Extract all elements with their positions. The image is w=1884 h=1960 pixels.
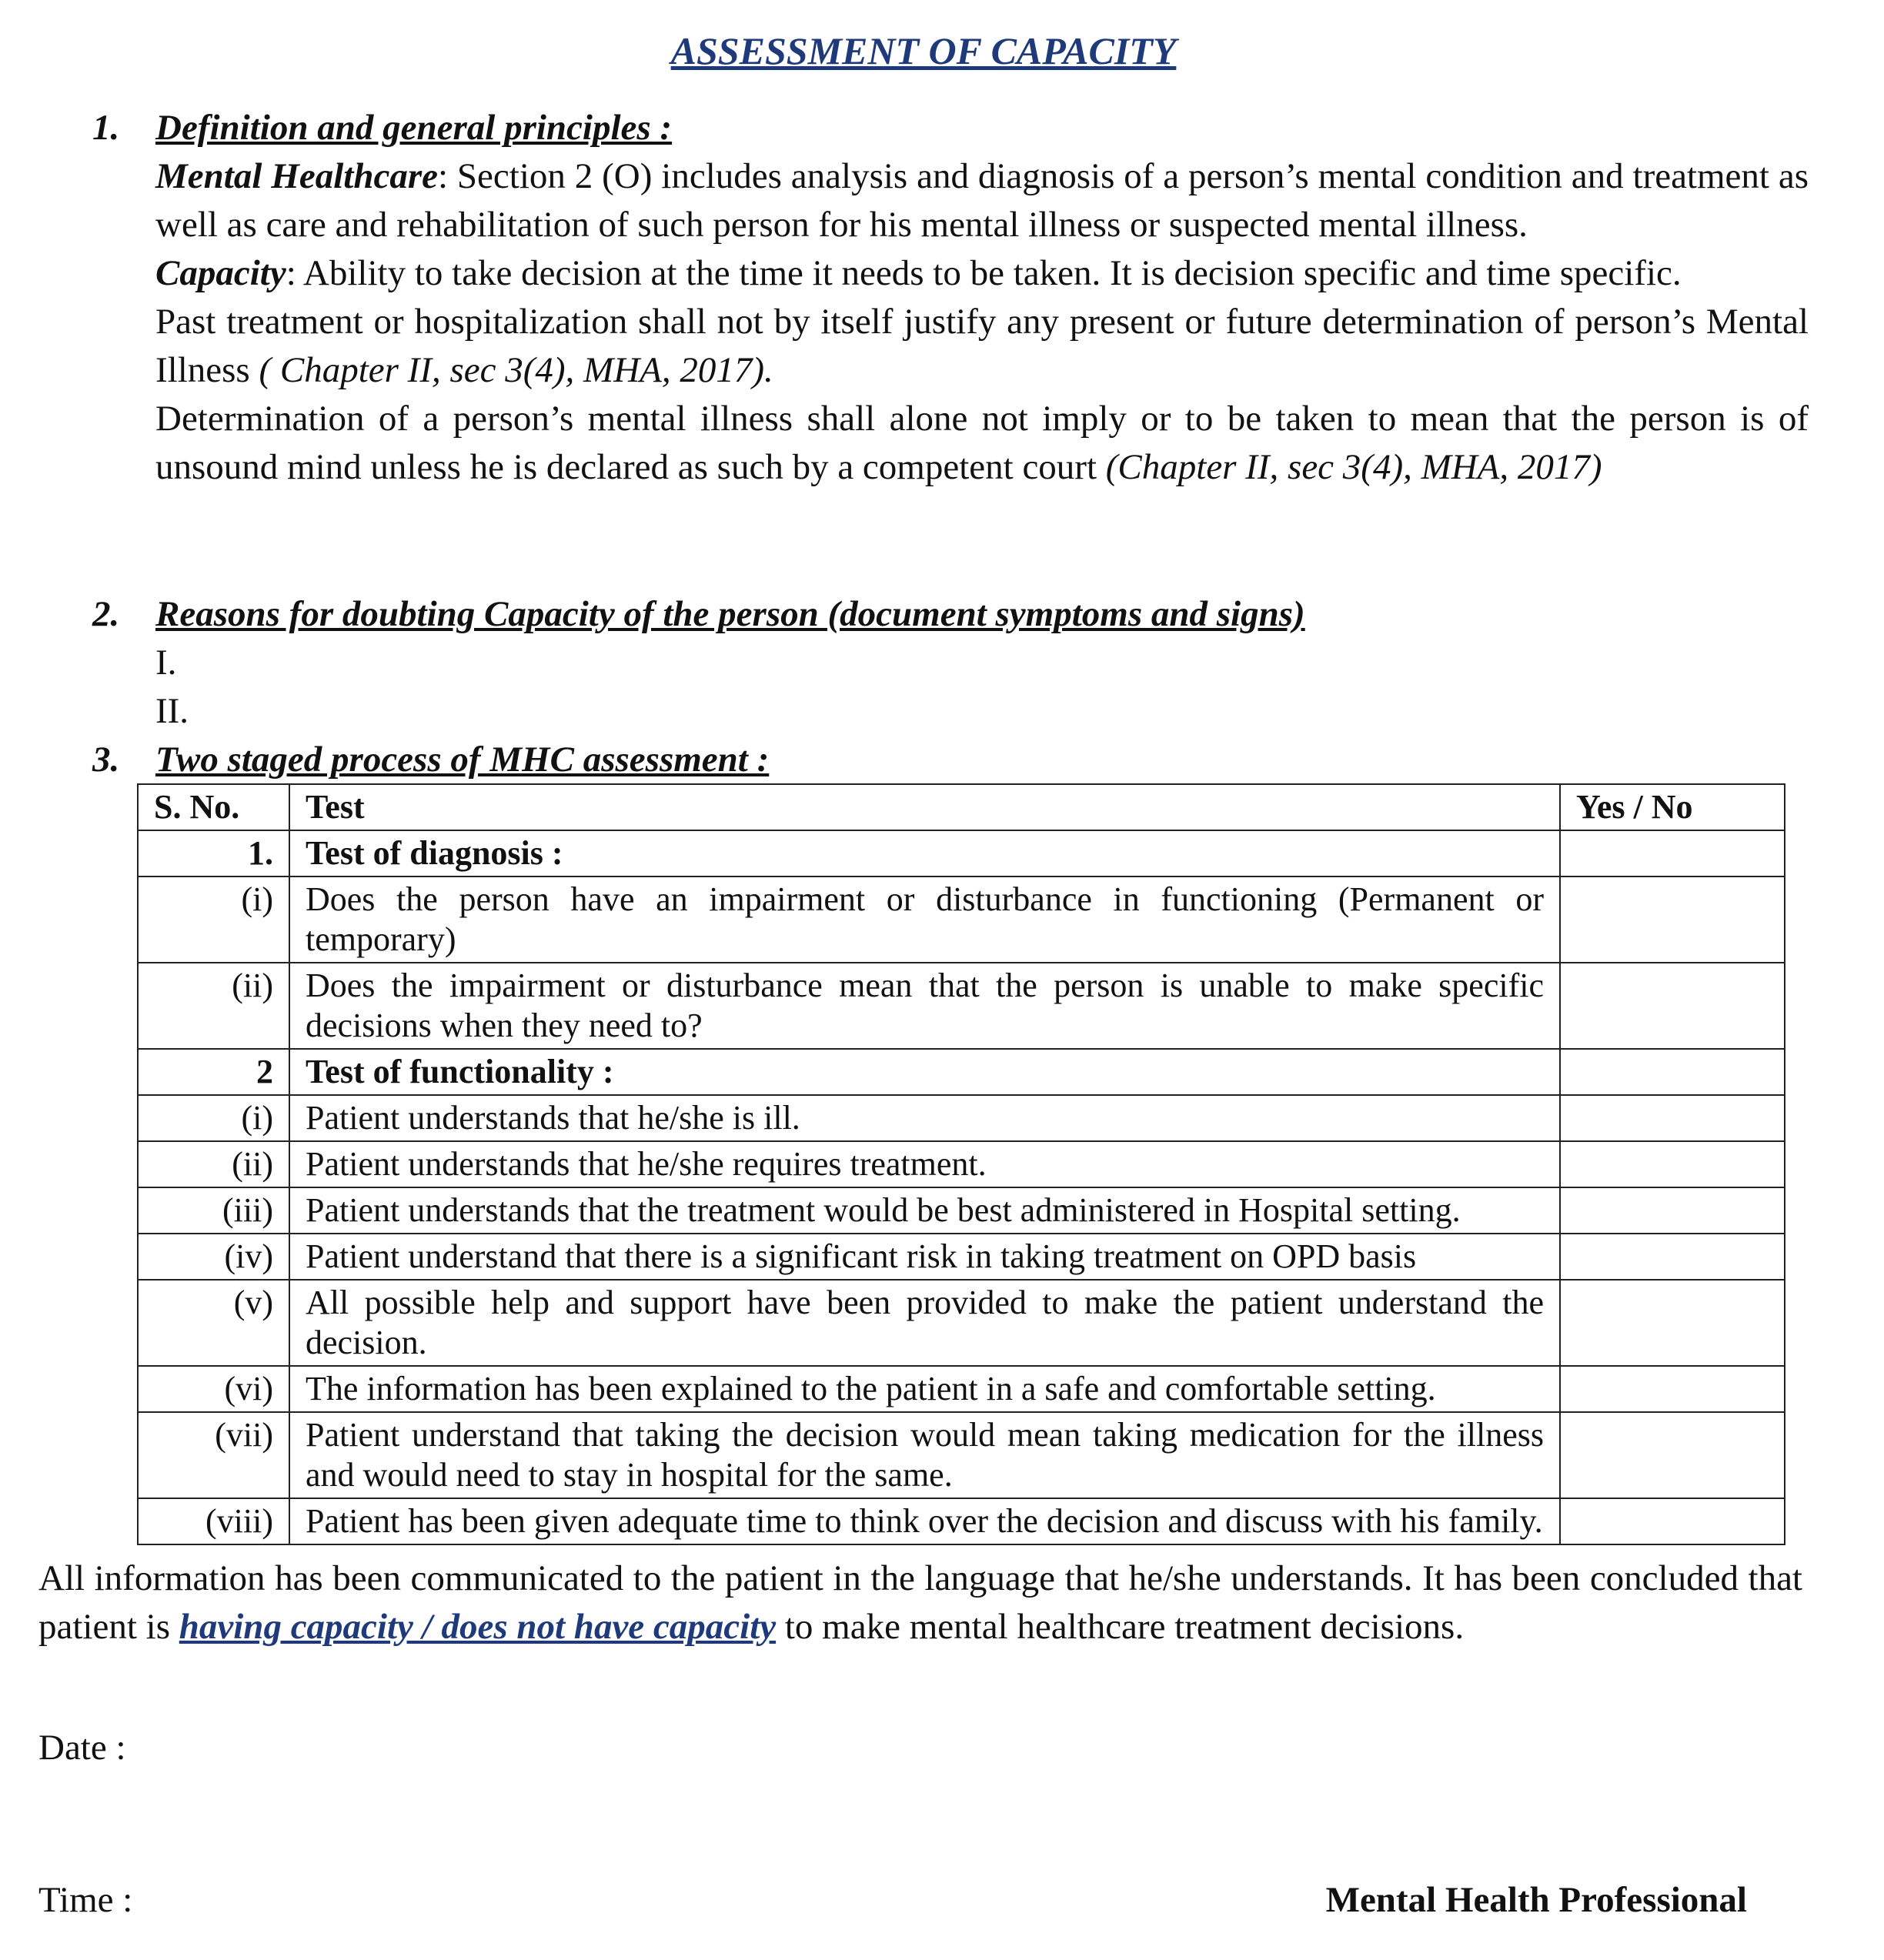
yes-no-cell[interactable] — [1560, 876, 1785, 963]
yes-no-cell[interactable] — [1560, 1412, 1785, 1498]
row-test: Patient understands that he/she is ill. — [289, 1095, 1560, 1141]
section-definition — [92, 104, 1809, 492]
yes-no-cell[interactable] — [1560, 1095, 1785, 1141]
yes-no-cell[interactable] — [1560, 830, 1785, 876]
definition-text: : Section 2 (O) includes analysis and diagnosis of a person’s mental condition and treatment as well as care and rehabilitation of such person for his mental illness or suspected mental illness. — [155, 156, 1809, 245]
row-test: Does the impairment or disturbance mean that the person is unable to make specific decisions when they need to? — [289, 963, 1560, 1049]
row-sno: (i) — [138, 1095, 289, 1141]
row-sno: (vi) — [138, 1366, 289, 1412]
section-reasons — [92, 590, 1809, 736]
row-sno: (ii) — [138, 963, 289, 1049]
assessment-table — [137, 783, 1785, 1545]
past-treatment-principle — [155, 298, 1809, 395]
row-test: Test of diagnosis : — [289, 830, 1560, 876]
term-capacity: Capacity — [155, 253, 286, 293]
row-test: All possible help and support have been provided to make the patient understand the decision. — [289, 1280, 1560, 1366]
time-label: Time : — [38, 1880, 133, 1920]
row-test: Patient understands that the treatment would be best administered in Hospital setting. — [289, 1187, 1560, 1234]
row-sno: (vii) — [138, 1412, 289, 1498]
row-sno: 1. — [138, 830, 289, 876]
table-row — [138, 1095, 1785, 1141]
yes-no-cell[interactable] — [1560, 1234, 1785, 1280]
yes-no-cell[interactable] — [1560, 1049, 1785, 1095]
header-test: Test — [289, 784, 1560, 830]
capacity-definition — [155, 249, 1809, 298]
reason-item: II. — [155, 691, 189, 731]
section-two-stage — [92, 736, 1809, 784]
row-test: The information has been explained to the patient in a safe and comfortable setting. — [289, 1366, 1560, 1412]
header-sno: S. No. — [138, 784, 289, 830]
row-test: Test of functionality : — [289, 1049, 1560, 1095]
header-yes-no: Yes / No — [1560, 784, 1785, 830]
yes-no-cell[interactable] — [1560, 1498, 1785, 1544]
row-sno: (ii) — [138, 1141, 289, 1187]
row-test: Does the person have an impairment or disturbance in functioning (Permanent or temporary) — [289, 876, 1560, 963]
yes-no-cell[interactable] — [1560, 1280, 1785, 1366]
yes-no-cell[interactable] — [1560, 963, 1785, 1049]
row-test: Patient understand that there is a significant risk in taking treatment on OPD basis — [289, 1234, 1560, 1280]
row-test: Patient understands that he/she requires treatment. — [289, 1141, 1560, 1187]
yes-no-cell[interactable] — [1560, 1187, 1785, 1234]
row-sno: (iii) — [138, 1187, 289, 1234]
table-row — [138, 830, 1785, 876]
table-row — [138, 963, 1785, 1049]
yes-no-cell[interactable] — [1560, 1141, 1785, 1187]
reason-item: I. — [155, 643, 177, 683]
section-heading: Reasons for doubting Capacity of the person (document symptoms and signs) — [155, 594, 1305, 634]
term-mental-healthcare: Mental Healthcare — [155, 156, 438, 196]
table-header-row — [138, 784, 1785, 830]
signature-label: Mental Health Professional — [1325, 1880, 1747, 1920]
row-sno: 2 — [138, 1049, 289, 1095]
determination-principle — [155, 395, 1809, 492]
table-row — [138, 1049, 1785, 1095]
row-sno: (iv) — [138, 1234, 289, 1280]
conclusion-paragraph — [38, 1554, 1802, 1651]
date-label: Date : — [38, 1728, 126, 1768]
legal-reference: ( Chapter II, sec 3(4), MHA, 2017). — [249, 350, 773, 390]
row-sno: (viii) — [138, 1498, 289, 1544]
table-row — [138, 1234, 1785, 1280]
section-number: 1. — [92, 108, 120, 148]
section-number: 2. — [92, 594, 120, 634]
conclusion-text: All information has been communicated to the patient in the language that he/she understands. It has been concluded that patient is — [38, 1558, 1802, 1647]
table-row — [138, 1366, 1785, 1412]
section-number: 3. — [92, 740, 120, 780]
table-row — [138, 1412, 1785, 1498]
row-sno: (i) — [138, 876, 289, 963]
table-row — [138, 1187, 1785, 1234]
table-row — [138, 876, 1785, 963]
page-title: ASSESSMENT OF CAPACITY — [670, 29, 1177, 72]
row-sno: (v) — [138, 1280, 289, 1366]
section-heading: Two staged process of MHC assessment : — [155, 740, 770, 780]
table-row — [138, 1141, 1785, 1187]
table-row — [138, 1280, 1785, 1366]
yes-no-cell[interactable] — [1560, 1366, 1785, 1412]
capacity-option[interactable]: having capacity / does not have capacity — [179, 1607, 777, 1647]
row-test: Patient understand that taking the decision would mean taking medication for the illness and would need to stay in hospital for the same. — [289, 1412, 1560, 1498]
section-heading: Definition and general principles : — [155, 108, 673, 148]
principle-text: Past treatment or hospitalization shall not by itself justify any present or future determination of person’s Mental Illness — [155, 302, 1809, 390]
row-test: Patient has been given adequate time to think over the decision and discuss with his family. — [289, 1498, 1560, 1544]
principle-text: Determination of a person’s mental illness shall alone not imply or to be taken to mean that the person is of unsound mind unless he is declared as such by a competent court — [155, 399, 1809, 487]
mental-healthcare-definition — [155, 152, 1809, 249]
definition-text: : Ability to take decision at the time it needs to be taken. It is decision specific and time specific. — [286, 253, 1682, 293]
legal-reference: (Chapter II, sec 3(4), MHA, 2017) — [1097, 447, 1602, 487]
conclusion-text: to make mental healthcare treatment decisions. — [776, 1607, 1465, 1647]
table-row — [138, 1498, 1785, 1544]
